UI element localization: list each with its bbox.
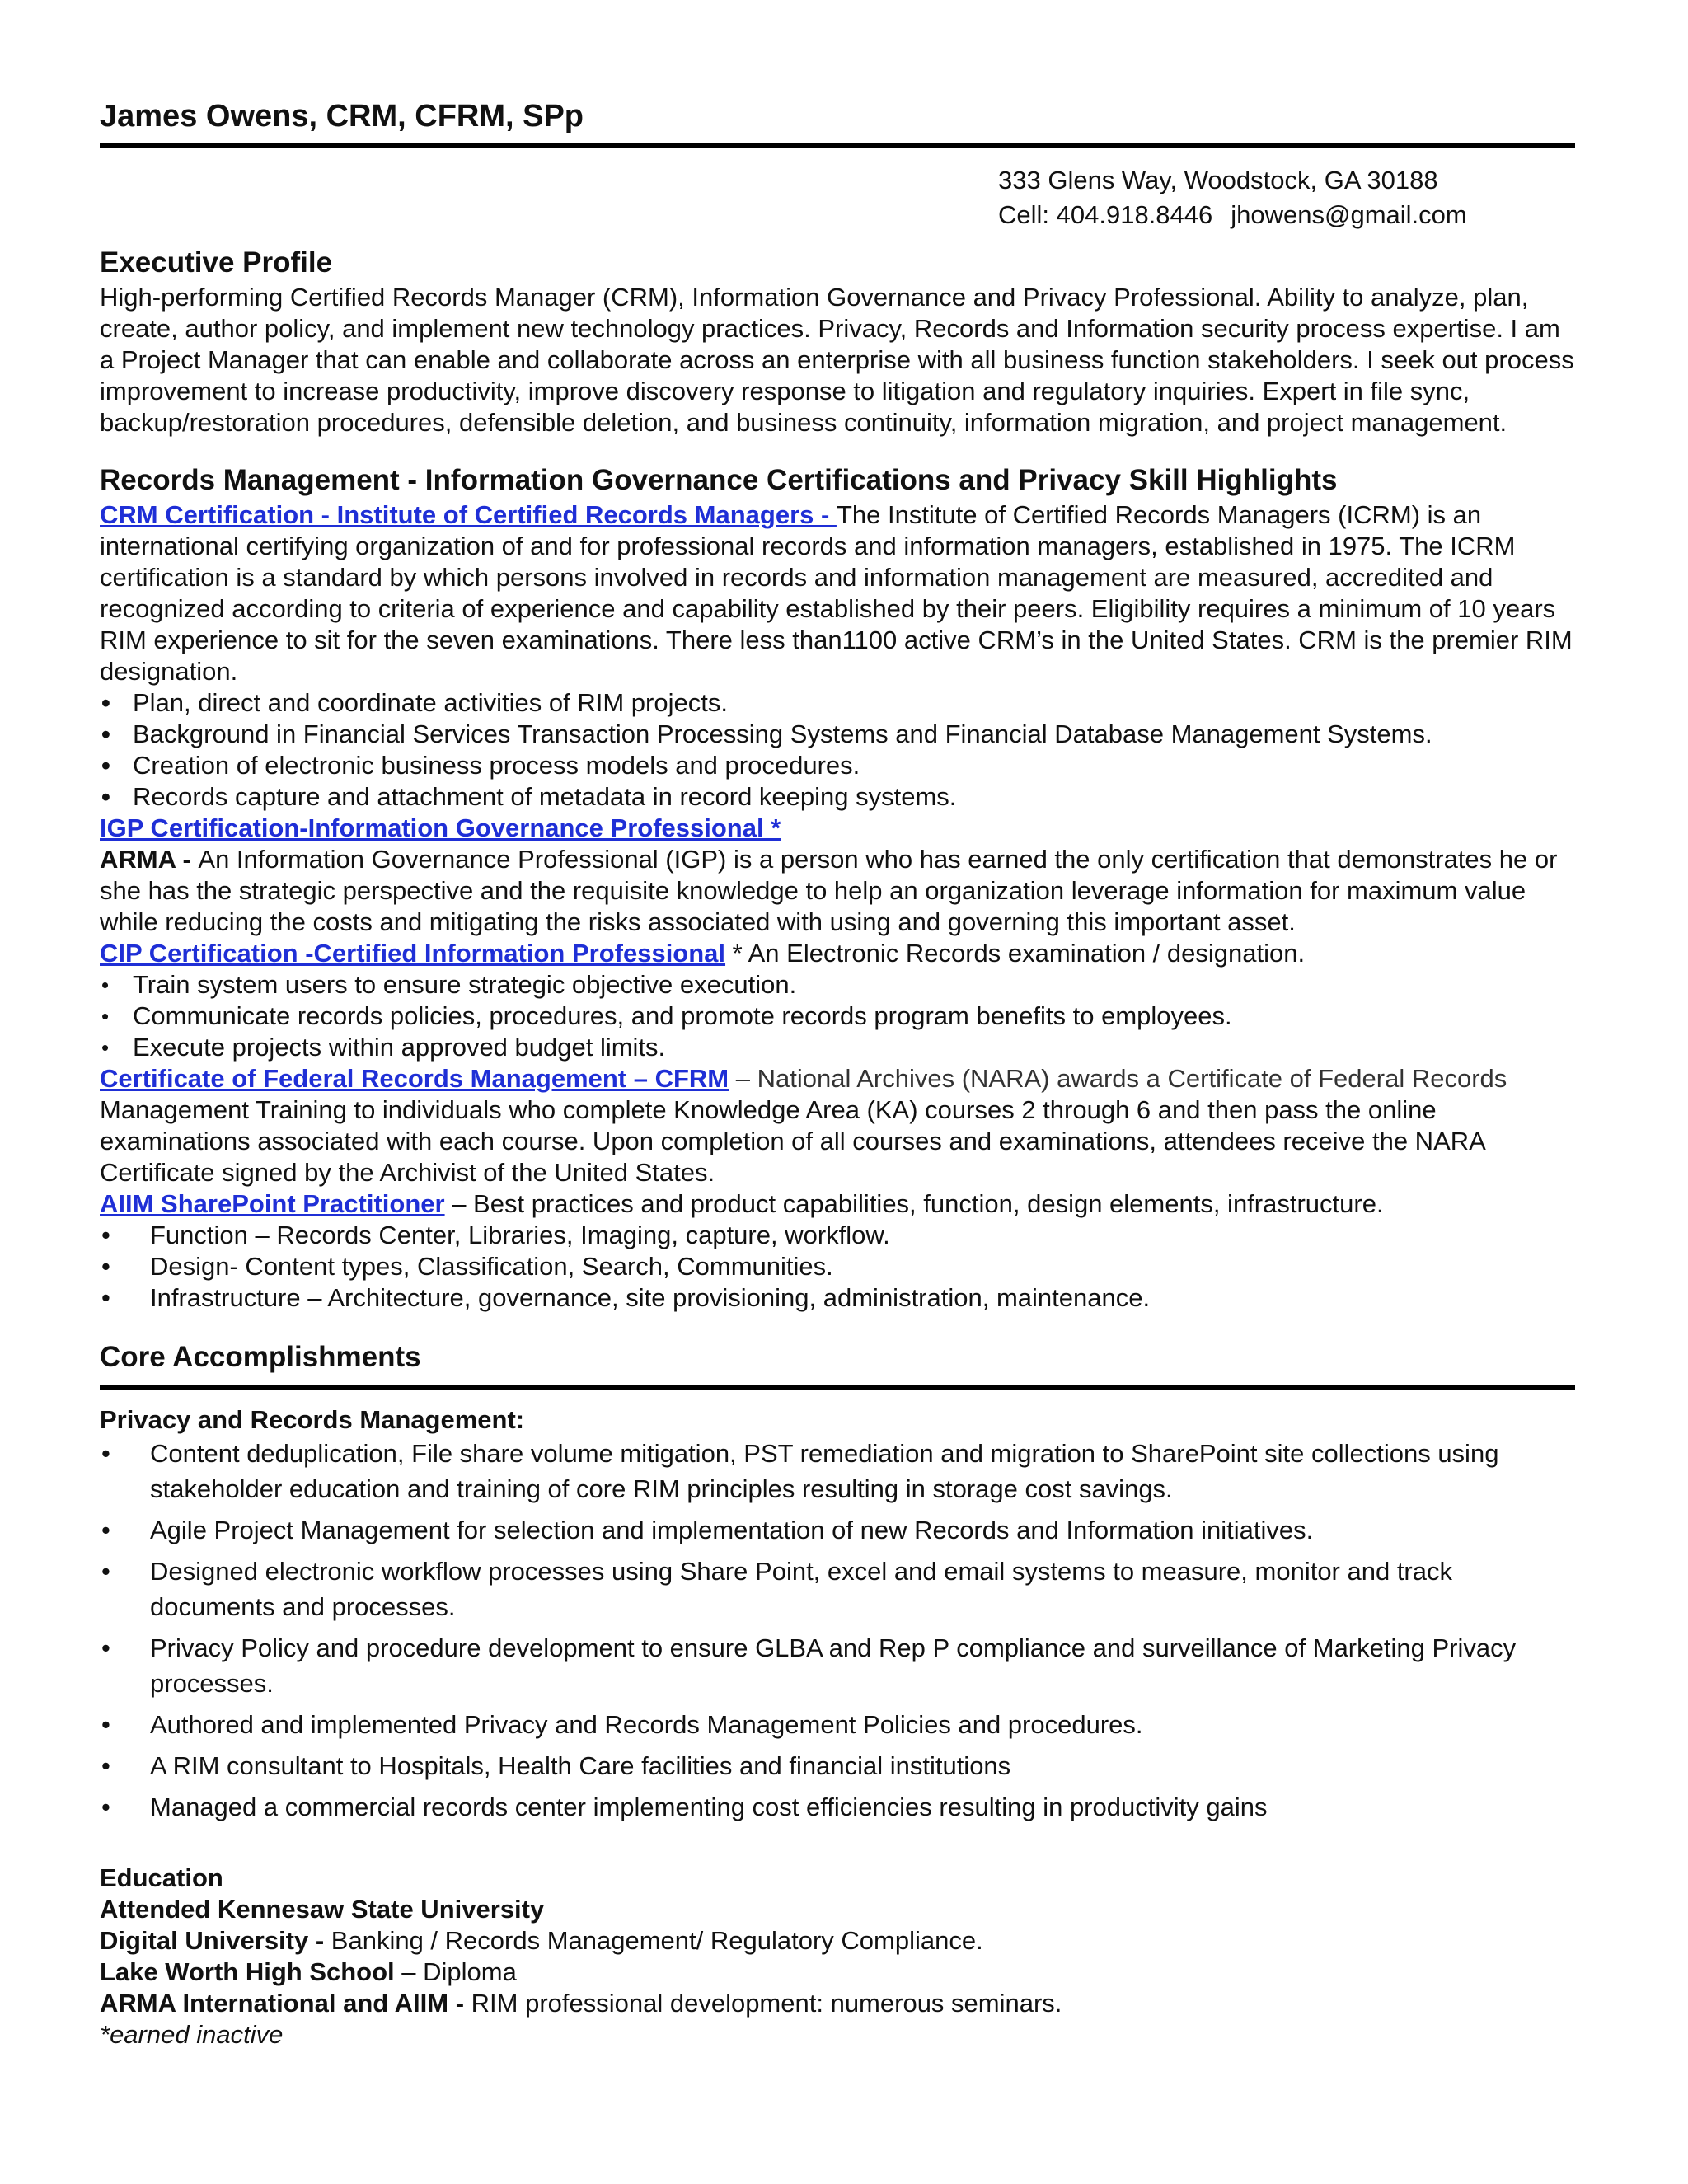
- list-item: • Designed electronic workflow processes using Share Point, excel and email systems to measure, monitor and track documents and processes.: [100, 1554, 1575, 1624]
- cip-paragraph: [100, 938, 1575, 969]
- privacy-records-subheading: Privacy and Records Management:: [100, 1405, 525, 1434]
- crm-paragraph: [100, 499, 1575, 687]
- igp-lead: ARMA -: [100, 845, 199, 874]
- list-item: • Background in Financial Services Transaction Processing Systems and Financial Database Management Systems.: [100, 719, 1575, 750]
- digital-university-line: [100, 1925, 1575, 1957]
- contact-block: [998, 163, 1575, 232]
- list-item: • Train system users to ensure strategic objective execution.: [100, 969, 1575, 1001]
- core-accomplishments-list: [100, 1436, 1575, 1825]
- list-item: • Managed a commercial records center implementing cost efficiencies resulting in productivity gains: [100, 1789, 1575, 1825]
- aiim-sharepoint-link[interactable]: AIIM SharePoint Practitioner: [100, 1189, 445, 1218]
- list-item: • Infrastructure – Architecture, governance, site provisioning, administration, maintenance.: [100, 1282, 1575, 1314]
- igp-link-line: [100, 813, 1575, 844]
- list-item: • Authored and implemented Privacy and Records Management Policies and procedures.: [100, 1707, 1575, 1742]
- list-item: • Plan, direct and coordinate activities of RIM projects.: [100, 687, 1575, 719]
- education-heading: Education: [100, 1863, 223, 1892]
- list-item: • Records capture and attachment of metadata in record keeping systems.: [100, 781, 1575, 813]
- arma-aiim-line: [100, 1988, 1575, 2019]
- digital-university-text: Banking / Records Management/ Regulatory Compliance.: [331, 1926, 983, 1955]
- igp-paragraph: [100, 844, 1575, 938]
- crm-bullet-list: [100, 687, 1575, 813]
- cell-phone: Cell: 404.918.8446: [998, 200, 1213, 229]
- cfrm-description-part2: Management Training to individuals who complete Knowledge Area (KA) courses 2 through 6 and then pass the online examinations associated with each course. Upon completion of all courses and examinations, attendees receive the NARA Certificate signed by the Archivist of the United States.: [100, 1095, 1485, 1187]
- executive-profile-heading: Executive Profile: [100, 246, 333, 279]
- lake-worth-lead: Lake Worth High School: [100, 1957, 395, 1986]
- list-item: • Function – Records Center, Libraries, Imaging, capture, workflow.: [100, 1220, 1575, 1251]
- arma-aiim-lead: ARMA International and AIIM -: [100, 1989, 471, 2018]
- lake-worth-text: – Diploma: [394, 1957, 517, 1986]
- core-accomplishments-heading: Core Accomplishments: [100, 1341, 421, 1373]
- crm-description: The Institute of Certified Records Managers (ICRM) is an international certifying organization of and for professional records and information managers, established in 1975. The ICRM certification is a standard by which persons involved in records and information management are measured, accredited and recognized according to criteria of experience and capability established by their peers. Eligibility requires a minimum of 10 years RIM experience to sit for the seven examinations. There less than1100 active CRM’s in the United States. CRM is the premier RIM designation.: [100, 500, 1573, 686]
- education-section: [100, 1863, 1575, 2050]
- arma-aiim-text: RIM professional development: numerous seminars.: [471, 1989, 1062, 2018]
- earned-inactive-note: *earned inactive: [100, 2020, 284, 2049]
- list-item: • Execute projects within approved budget limits.: [100, 1032, 1575, 1063]
- lake-worth-line: [100, 1957, 1575, 1988]
- cfrm-paragraph: [100, 1063, 1575, 1188]
- cip-description: * An Electronic Records examination / designation.: [725, 939, 1306, 968]
- candidate-name: James Owens, CRM, CFRM, SPp: [100, 99, 584, 134]
- aiim-bullet-list: [100, 1220, 1575, 1314]
- list-item: • Agile Project Management for selection and implementation of new Records and Information initiatives.: [100, 1512, 1575, 1548]
- list-item: • Content deduplication, File share volume mitigation, PST remediation and migration to SharePoint site collections using stakeholder education and training of core RIM principles resulting in storage cost savings.: [100, 1436, 1575, 1507]
- list-item: • A RIM consultant to Hospitals, Health Care facilities and financial institutions: [100, 1748, 1575, 1783]
- crm-certification-link[interactable]: CRM Certification - Institute of Certified Records Managers -: [100, 500, 837, 529]
- list-item: • Communicate records policies, procedures, and promote records program benefits to employees.: [100, 1001, 1575, 1032]
- email-address[interactable]: jhowens@gmail.com: [1231, 200, 1467, 229]
- aiim-description: – Best practices and product capabilities, function, design elements, infrastructure.: [444, 1189, 1384, 1218]
- list-item: • Privacy Policy and procedure development to ensure GLBA and Rep P compliance and surveillance of Marketing Privacy processes.: [100, 1630, 1575, 1701]
- address: 333 Glens Way, Woodstock, GA 30188: [998, 166, 1438, 194]
- cip-bullet-list: [100, 969, 1575, 1063]
- executive-profile-text: High-performing Certified Records Manager (CRM), Information Governance and Privacy Professional. Ability to analyze, plan, create, author policy, and implement new technology practices. Privacy, Records and Information security process expertise. I am a Project Manager that can enable and collaborate across an enterprise with all business function stakeholders. I seek out process improvement to increase productivity, improve discovery response to litigation and regulatory inquiries. Expert in file sync, backup/restoration procedures, defensible deletion, and business continuity, information migration, and project management.: [100, 283, 1574, 437]
- cip-certification-link[interactable]: CIP Certification -Certified Information Professional: [100, 939, 726, 968]
- phone-email-line: [998, 198, 1575, 232]
- igp-certification-link[interactable]: IGP Certification-Information Governance Professional *: [100, 813, 781, 842]
- certifications-heading: Records Management - Information Governance Certifications and Privacy Skill Highlights: [100, 464, 1338, 496]
- list-item: • Design- Content types, Classification, Search, Communities.: [100, 1251, 1575, 1282]
- digital-university-lead: Digital University -: [100, 1926, 331, 1955]
- aiim-paragraph: [100, 1188, 1575, 1220]
- cfrm-certificate-link[interactable]: Certificate of Federal Records Management – CFRM: [100, 1064, 729, 1093]
- cfrm-description-part1: – National Archives (NARA) awards a Certificate of Federal Records: [729, 1064, 1507, 1093]
- igp-description: An Information Governance Professional (IGP) is a person who has earned the only certification that demonstrates he or she has the strategic perspective and the requisite knowledge to help an organization leverage information for maximum value while reducing the costs and mitigating the risks associated with using and governing this important asset.: [100, 845, 1558, 936]
- kennesaw-line: Attended Kennesaw State University: [100, 1895, 545, 1924]
- header-divider: [100, 143, 1575, 148]
- list-item: • Creation of electronic business process models and procedures.: [100, 750, 1575, 781]
- resume-content: [100, 97, 1575, 2050]
- core-divider: [100, 1385, 1575, 1390]
